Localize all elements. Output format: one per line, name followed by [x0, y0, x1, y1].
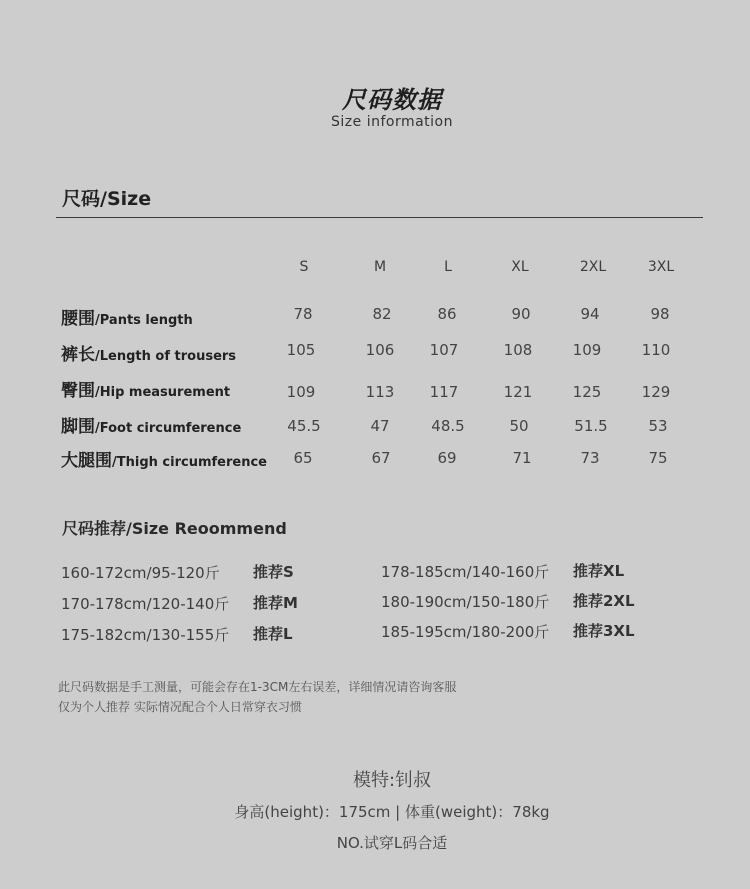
recommend-range: 178-185cm/140-160斤 — [381, 563, 550, 581]
size-header-2xl: 2XL — [579, 259, 607, 275]
recommend-range: 160-172cm/95-120斤 — [61, 564, 220, 582]
table-cell: 106 — [365, 341, 395, 359]
table-cell: 82 — [372, 305, 392, 323]
size-header-l: L — [444, 259, 452, 275]
table-cell: 94 — [580, 305, 600, 323]
recommend-range: 180-190cm/150-180斤 — [381, 593, 550, 611]
row-label-foot-en: /Foot circumference — [95, 421, 242, 436]
table-cell: 90 — [511, 305, 531, 323]
recommend-range: 185-195cm/180-200斤 — [381, 623, 550, 641]
table-cell: 73 — [580, 449, 600, 467]
size-header-m: M — [373, 259, 387, 275]
row-label-foot-cn: 脚围 — [61, 417, 95, 437]
row-label-length — [61, 340, 236, 365]
section-divider — [56, 217, 703, 218]
table-cell: 117 — [429, 383, 459, 401]
table-cell: 108 — [503, 341, 533, 359]
table-cell: 47 — [370, 417, 390, 435]
table-cell: 129 — [641, 383, 671, 401]
size-header-xl: XL — [511, 259, 529, 275]
row-label-hip-en: /Hip measurement — [95, 385, 231, 400]
row-label-length-en: /Length of trousers — [95, 349, 237, 364]
table-cell: 125 — [572, 383, 602, 401]
recommend-size: 推荐M — [253, 594, 298, 612]
recommend-size: 推荐XL — [573, 562, 625, 580]
recommend-heading: 尺码推荐/Size Reoommend — [62, 519, 287, 538]
table-cell: 69 — [437, 449, 457, 467]
row-label-hip-cn: 臀围 — [61, 381, 95, 401]
table-cell: 109 — [286, 383, 316, 401]
table-cell: 121 — [503, 383, 533, 401]
table-cell: 51.5 — [574, 417, 608, 435]
recommend-range: 175-182cm/130-155斤 — [61, 626, 230, 644]
page-subtitle: Size information — [331, 114, 453, 130]
table-cell: 98 — [650, 305, 670, 323]
model-fit: NO.试穿L码合适 — [336, 834, 448, 852]
row-label-waist-en: /Pants length — [95, 313, 193, 328]
page-title: 尺码数据 — [342, 86, 442, 114]
table-cell: 75 — [648, 449, 668, 467]
table-cell: 86 — [437, 305, 457, 323]
table-cell: 105 — [286, 341, 316, 359]
table-cell: 78 — [293, 305, 313, 323]
table-cell: 107 — [429, 341, 459, 359]
recommend-size: 推荐3XL — [573, 622, 635, 640]
table-cell: 110 — [641, 341, 671, 359]
table-cell: 109 — [572, 341, 602, 359]
row-label-thigh — [61, 446, 267, 471]
size-header-s: S — [299, 259, 309, 275]
recommend-size: 推荐2XL — [573, 592, 635, 610]
table-cell: 65 — [293, 449, 313, 467]
table-cell: 67 — [371, 449, 391, 467]
model-stats: 身高(height)：175cm | 体重(weight)：78kg — [234, 803, 550, 821]
row-label-hip — [61, 376, 230, 401]
table-cell: 45.5 — [287, 417, 321, 435]
recommend-size: 推荐L — [253, 625, 293, 643]
table-cell: 48.5 — [431, 417, 465, 435]
table-cell: 50 — [509, 417, 529, 435]
row-label-waist — [61, 304, 193, 329]
size-header-3xl: 3XL — [647, 259, 675, 275]
table-cell: 71 — [512, 449, 532, 467]
row-label-thigh-cn: 大腿围 — [61, 451, 112, 471]
note-recommendation: 仅为个人推荐 实际情况配合个人日常穿衣习惯 — [58, 700, 302, 714]
table-cell: 113 — [365, 383, 395, 401]
table-cell: 53 — [648, 417, 668, 435]
model-name: 模特:钊叔 — [352, 770, 432, 791]
recommend-size: 推荐S — [253, 563, 294, 581]
row-label-thigh-en: /Thigh circumference — [112, 455, 267, 470]
row-label-length-cn: 裤长 — [61, 345, 95, 365]
note-measurement: 此尺码数据是手工测量，可能会存在1-3CM左右误差，详细情况请咨询客服 — [58, 680, 457, 694]
row-label-foot — [61, 412, 241, 437]
row-label-waist-cn: 腰围 — [61, 309, 95, 329]
size-section-heading: 尺码/Size — [62, 188, 152, 210]
recommend-range: 170-178cm/120-140斤 — [61, 595, 230, 613]
